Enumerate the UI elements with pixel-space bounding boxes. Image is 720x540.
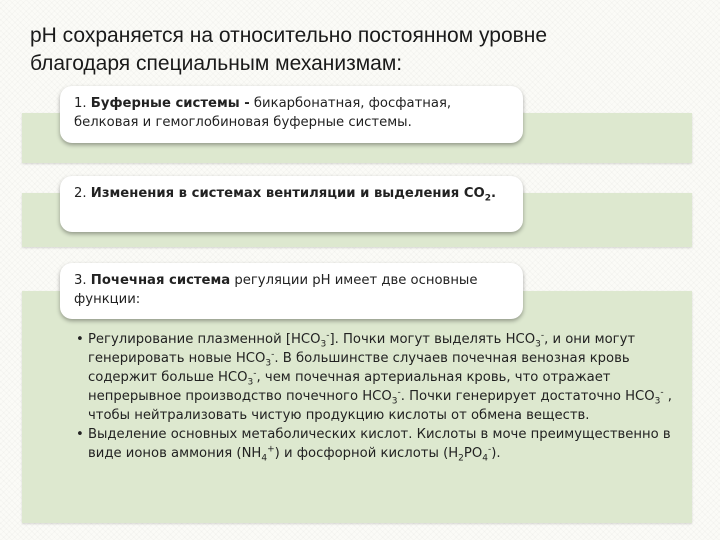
bullet-text: ).	[491, 446, 501, 461]
card-heading: Буферные системы -	[90, 96, 250, 111]
bullet-text: • Выделение основных метаболических кислот. Кислоты в моче преимущественно в виде ионов аммония (NH	[76, 427, 671, 461]
card-subscript: 2	[484, 193, 491, 204]
superscript: -	[660, 387, 664, 398]
subscript: 3	[391, 396, 398, 407]
card-tail: .	[490, 186, 496, 201]
bullet-text: , и они могут генерировать новые HCO	[88, 332, 636, 366]
card-text: бикарбонатная, фосфатная, белковая и гемоглобиновая буферные системы.	[74, 96, 452, 130]
bullet-acid-excretion	[76, 425, 676, 463]
renal-functions-text	[76, 330, 676, 463]
subscript: 3	[654, 396, 661, 407]
bullet-text: ) и фосфорной кислоты (H	[274, 446, 459, 461]
bullet-text: . В большинстве случаев почечная венозная кровь содержит больше HCO	[88, 351, 630, 385]
superscript: +	[267, 444, 275, 455]
bullet-text: , чтобы нейтрализовать чистую продукцию кислоты от обмена веществ.	[88, 389, 672, 423]
subscript: 4	[261, 453, 268, 464]
slide-title	[30, 22, 700, 78]
card-number: 1.	[74, 96, 87, 111]
subscript: 2	[458, 453, 464, 464]
superscript: -	[487, 444, 492, 455]
superscript: -	[271, 349, 275, 360]
bullet-text: ]. Почки могут выделять HCO	[329, 332, 536, 347]
superscript: -	[397, 387, 401, 398]
bullet-text: PO	[463, 446, 483, 461]
superscript: -	[326, 330, 330, 341]
card-ventilation	[60, 176, 523, 232]
card-heading: Изменения в системах вентиляции и выделения CO	[90, 186, 485, 201]
bullet-text: . Почки генерирует достаточно HCO	[400, 389, 655, 404]
superscript: -	[253, 368, 257, 379]
card-number: 3.	[74, 273, 87, 288]
subscript: 3	[320, 339, 327, 350]
subscript: 4	[482, 453, 488, 464]
card-heading: Почечная система	[90, 273, 231, 288]
card-text: регуляции pH имеет две основные функции:	[74, 273, 478, 307]
title-line-1: pH сохраняется на относительно постоянном уровне	[30, 24, 548, 47]
subscript: 3	[265, 358, 272, 369]
title-line-2: благодаря специальным механизмам:	[30, 52, 403, 75]
subscript: 3	[247, 377, 254, 388]
superscript: -	[540, 330, 545, 341]
card-number: 2.	[74, 186, 87, 201]
bullet-text: • Регулирование плазменной [HCO	[76, 332, 321, 347]
subscript: 3	[535, 339, 541, 350]
bullet-plasma-regulation	[76, 330, 676, 425]
card-buffer-systems	[60, 86, 523, 143]
bullet-text: , чем почечная артериальная кровь, что отражает непрерывное производство почечного HCO	[88, 370, 611, 404]
card-renal-system	[60, 263, 523, 319]
